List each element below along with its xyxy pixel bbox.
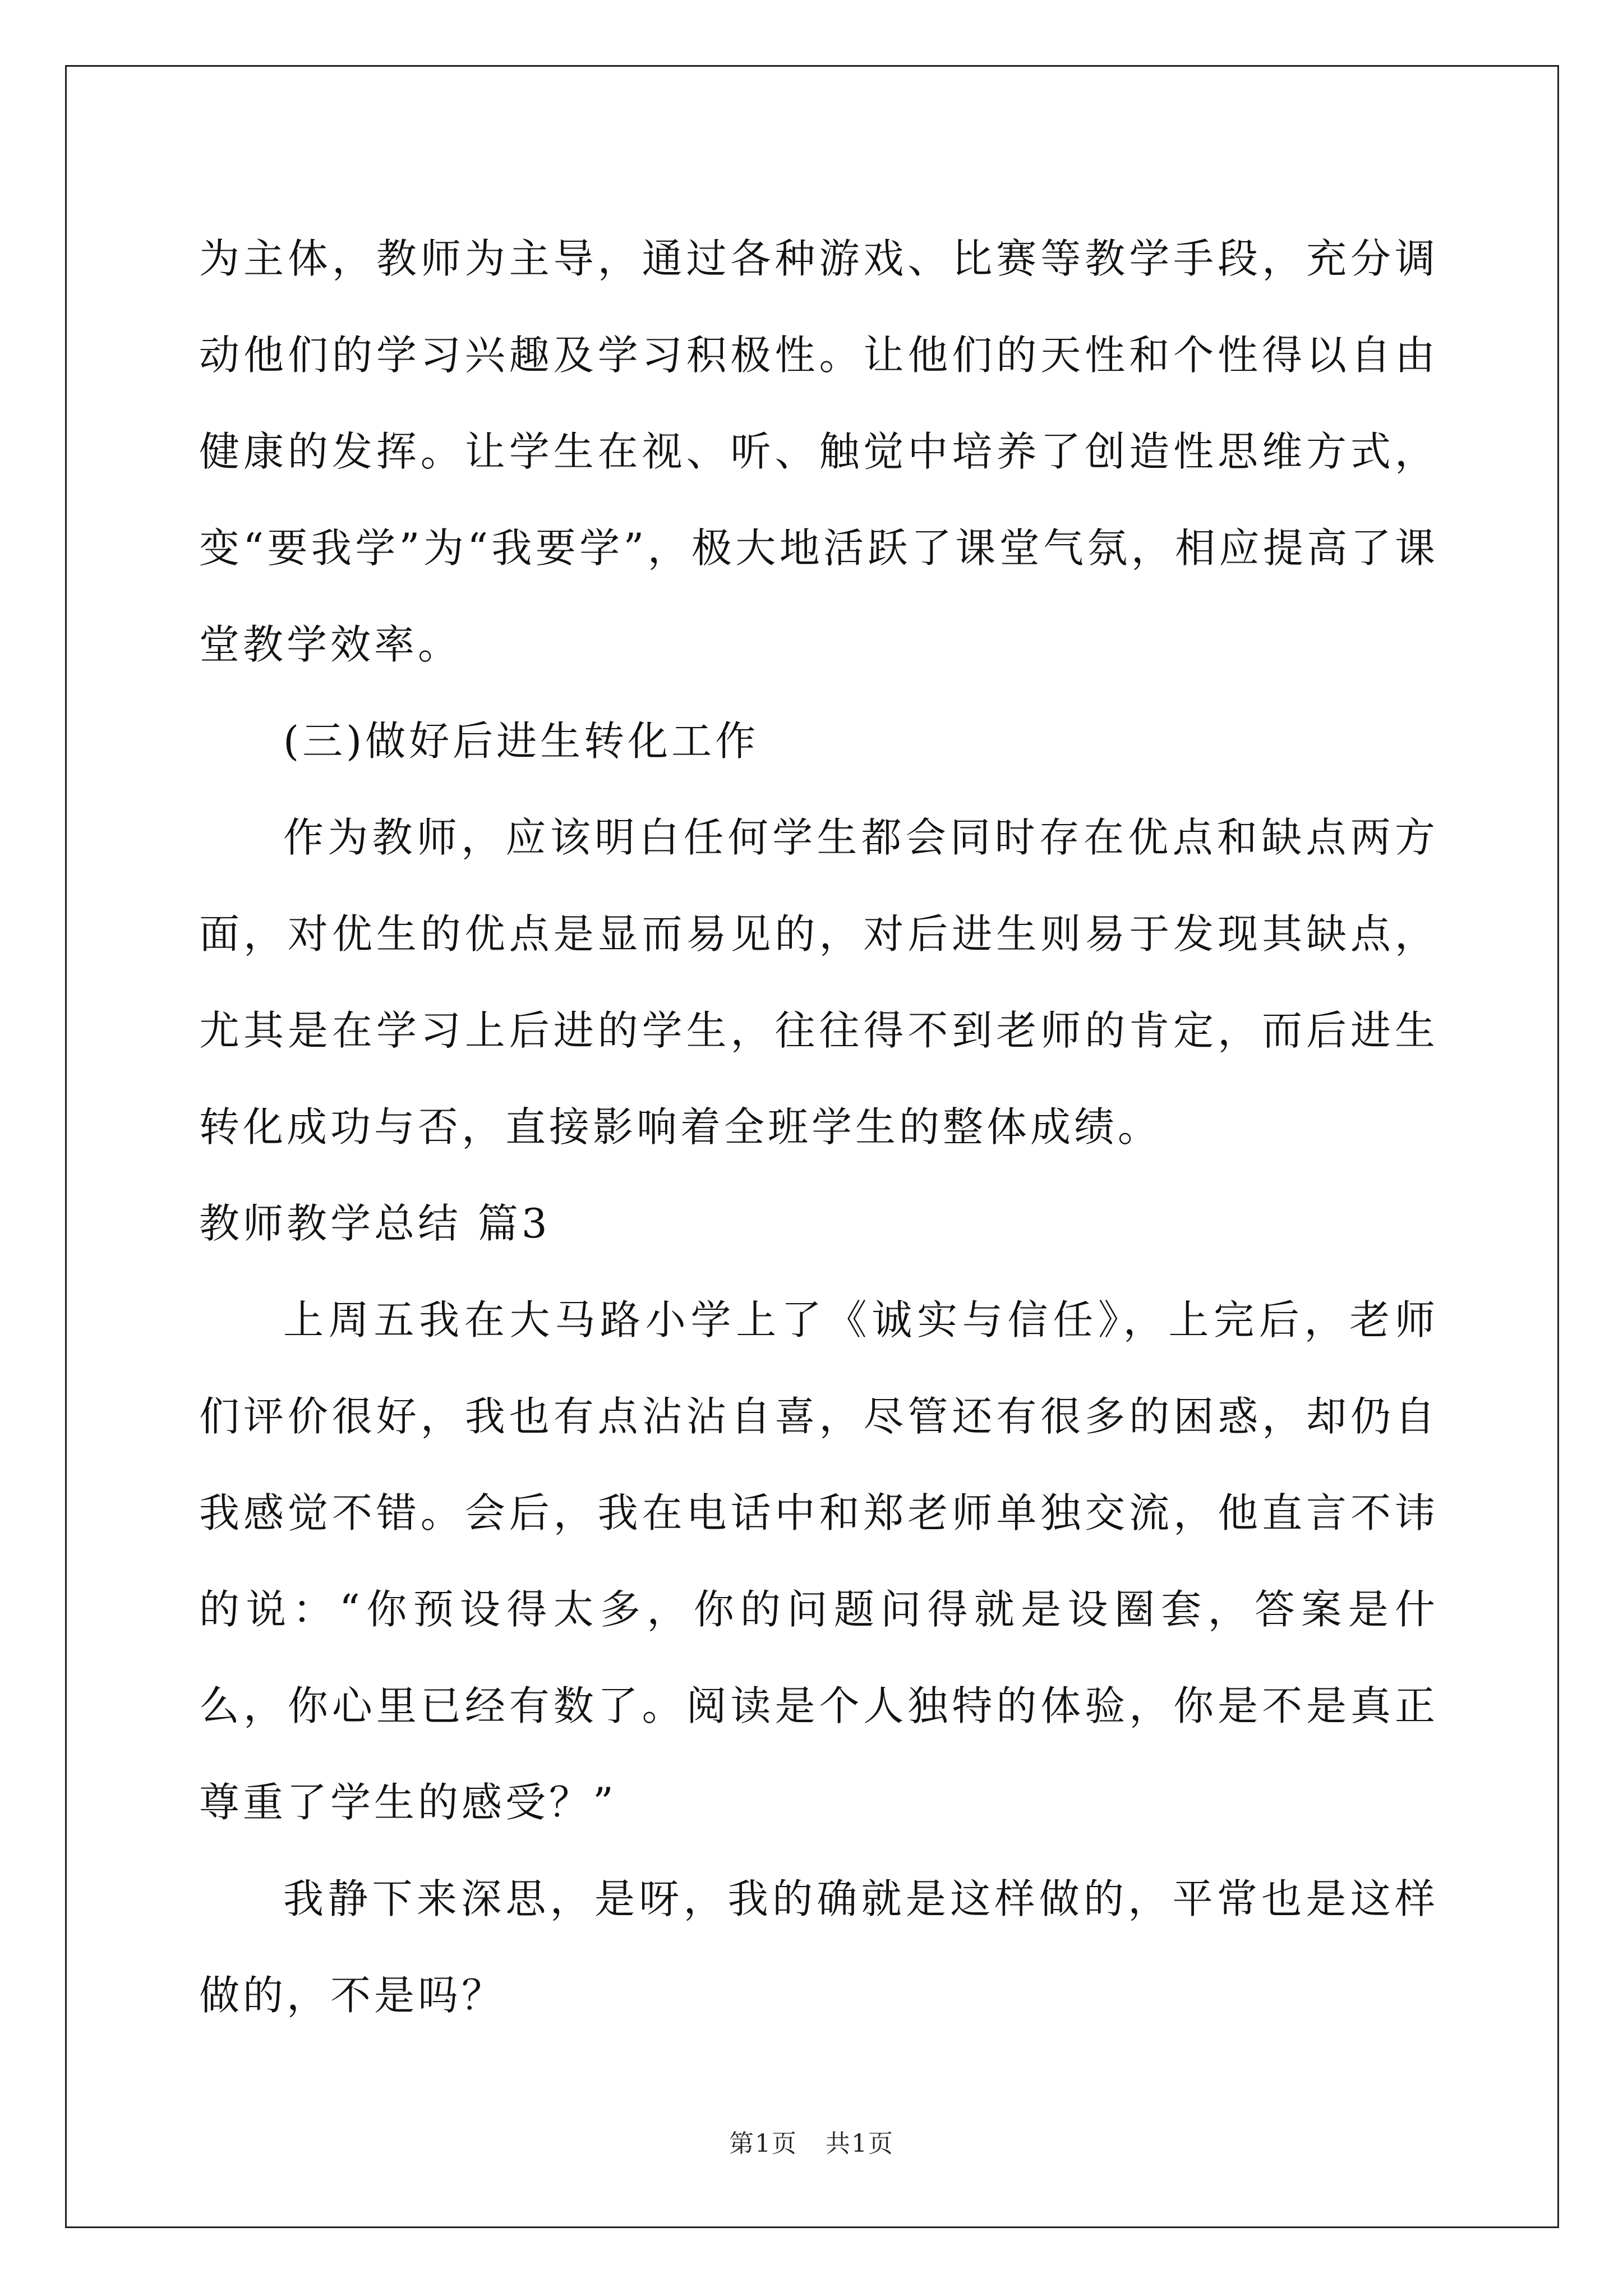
document-body [199,210,1438,2044]
paragraph-lesson-reflection: 上周五我在大马路小学上了《诚实与信任》，上完后，老师们评价很好，我也有点沾沾自喜，尽管还有很多的困惑，却仍自我感觉不错。会后，我在电话中和郑老师单独交流，他直言不讳的说：“你预设得太多，你的问题问得就是设圈套，答案是什么，你心里已经有数了。阅读是个人独特的体验，你是不是真正尊重了学生的感受？” [199,1296,1438,1826]
section-subheading: (三)做好后进生转化工作 [283,717,759,765]
page-total: 共1页 [826,2129,894,2158]
paragraph-deep-thought: 我静下来深思，是呀，我的确就是这样做的，平常也是这样做的，不是吗？ [199,1875,1438,2019]
article-heading: 教师教学总结 篇3 [199,1200,551,1247]
paragraph-continuation: 为主体，教师为主导，通过各种游戏、比赛等教学手段，充分调动他们的学习兴趣及学习积极性。让他们的天性和个性得以自由健康的发挥。让学生在视、听、触觉中培养了创造性思维方式，变“要我学”为“我要学”，极大地活跃了课堂气氛，相应提高了课堂教学效率。 [199,235,1438,668]
page-footer [0,2123,1623,2159]
page-number: 第1页 [729,2129,797,2158]
paragraph-backward-students: 作为教师，应该明白任何学生都会同时存在优点和缺点两方面，对优生的优点是显而易见的，对后进生则易于发现其缺点，尤其是在学习上后进的学生，往往得不到老师的肯定，而后进生转化成功与否，直接影响着全班学生的整体成绩。 [199,814,1438,1151]
